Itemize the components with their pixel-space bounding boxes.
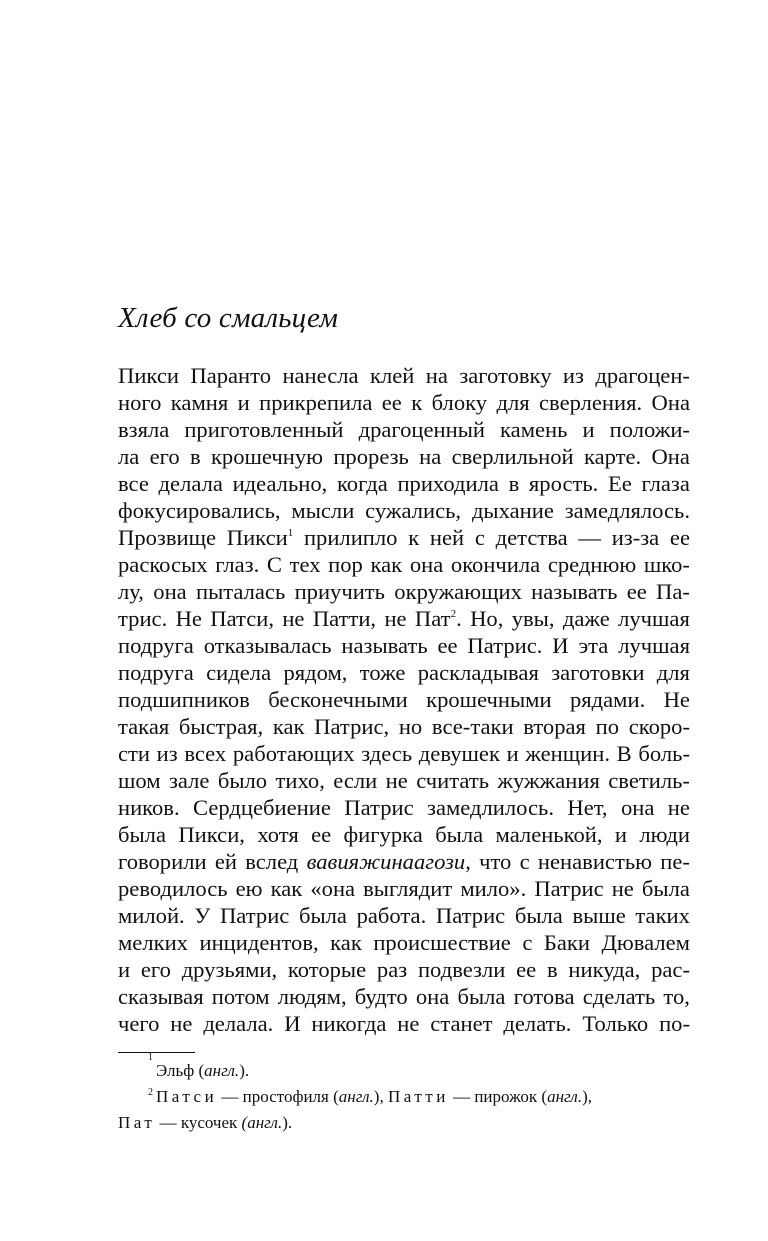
word: ней [429,525,465,550]
word: «она [310,876,356,901]
word: она [620,795,655,820]
word: тех [289,552,321,577]
body-line [118,902,690,929]
footnote-ref[interactable]: 2 [450,608,457,620]
word: замедлилось. [427,795,554,820]
word: глаз. [215,552,260,577]
footnotes [118,1052,690,1136]
word: ею [235,876,263,901]
word: все-таки [431,714,514,739]
body-line [118,1010,690,1037]
body-line [118,632,690,659]
word: что [479,849,512,874]
word: Баки [543,930,590,955]
word: блоку [431,390,488,415]
word: — [578,525,601,550]
body-line [118,389,690,416]
word: по [595,714,620,739]
word: Не [663,687,690,712]
word: заготовки [551,660,645,685]
word: рядом, [283,660,348,685]
word: Пикси [118,363,179,388]
word: не [384,606,407,631]
word: Патрис. [467,633,543,658]
word: отказывалась [203,633,332,658]
body-line [118,956,690,983]
word: не [282,606,305,631]
word: окружающих [394,579,522,604]
word: В [616,741,632,766]
word: Пат$^2$. [414,606,462,631]
word: быстрая, [178,714,264,739]
footnote-text: ). [282,1113,293,1132]
word: ее [516,957,537,982]
word: рядами. [569,687,646,712]
word: как [272,714,305,739]
word: Патрис [344,795,414,820]
word: лучшая [618,606,690,631]
word: происшествие [373,930,511,955]
footnote-text: Патти [387,1087,449,1106]
footnote-1-close: ). [239,1061,250,1080]
word: сверлильной [451,444,574,469]
word: с [522,930,533,955]
word: вслед [245,849,299,874]
word: ного [118,390,162,415]
body-line [118,713,690,740]
word: из-за [611,525,660,550]
word: Пикси$^1$ [226,525,294,550]
word: приходила [397,471,499,496]
word: пыталась [195,579,286,604]
word: не [397,1011,420,1036]
word: как [330,930,362,955]
footnote-text: (англ. [241,1113,283,1132]
footnote-text: ), [373,1087,388,1106]
word: Она [651,444,690,469]
word: У [194,903,211,928]
word: замедлялось. [564,498,690,523]
word: людям, [277,984,347,1009]
word: приготовленный [184,417,344,442]
word: выглядит [363,876,453,901]
word: раз [376,957,408,982]
footnote-text: — кусочек [155,1113,242,1132]
word: вавияжинаагози, [306,849,471,874]
word: Пикси, [178,822,245,847]
word: по- [659,1011,690,1036]
word: которые [287,957,367,982]
word: шко- [643,552,690,577]
word: раскосых [118,552,208,577]
word: взяла [118,417,170,442]
word: увы, [511,606,555,631]
body-line [118,443,690,470]
footnote-text: Пат [118,1113,156,1132]
word: маленькой, [495,822,603,847]
word: была [118,822,166,847]
word: но [398,714,423,739]
body-line [118,551,690,578]
word: была [514,903,563,928]
body-line [118,821,690,848]
word: была [435,822,484,847]
word: Нет, [567,795,608,820]
word: его [149,444,180,469]
word: считать [416,768,490,793]
word: она [415,984,450,1009]
body-line [118,983,690,1010]
footnote-1-number: 1 [148,1052,153,1063]
word: подруга [118,633,194,658]
word: милой. [118,903,185,928]
word: бесконечными [268,687,408,712]
word: тоже [359,660,406,685]
body-line [118,605,690,632]
word: люди [639,822,690,847]
word: сверления. [539,390,643,415]
word: ее [437,633,458,658]
word: приучить [294,579,385,604]
word: эта [578,633,609,658]
word: в [189,444,201,469]
word: друзьями, [181,957,278,982]
word: идеально, [232,471,328,496]
word: среднюю [547,552,637,577]
word: Прозвище [118,525,217,550]
word: И [284,1011,301,1036]
footnote-text: англ. [547,1087,583,1106]
word: и [614,822,627,847]
word: таких [635,903,690,928]
word: скоро- [628,714,690,739]
word: мило». [460,876,527,901]
word: и [118,957,131,982]
word: и [582,417,595,442]
chapter-title: Хлеб со смальцем [118,302,339,334]
word: выше [572,903,626,928]
word: Она [651,390,690,415]
word: С [266,552,282,577]
word: сужались, [365,498,462,523]
word: как [370,552,403,577]
word: была [298,903,347,928]
word: Патрис [435,903,506,928]
word: рас- [651,957,690,982]
body-line [118,794,690,821]
word: светиль- [608,768,690,793]
word: инцидентов, [199,930,319,955]
word: работающих [232,741,355,766]
footnote-1-source: англ. [204,1061,240,1080]
word: мысли [291,498,355,523]
body-line [118,524,690,551]
word: лу, [118,579,144,604]
word: камень [500,417,568,442]
word: прилипло [303,525,398,550]
word: на [419,444,442,469]
word: заготовку [459,363,552,388]
word: Но, [470,606,504,631]
word: Патси, [210,606,274,631]
word: ярость. [528,471,599,496]
word: ее [669,525,690,550]
word: готова [513,984,575,1009]
word: не [667,795,690,820]
word: мелких [118,930,188,955]
word: всех [184,741,227,766]
word: прикрепила [259,390,373,415]
footnote-text: ), [582,1087,593,1106]
word: не [611,876,634,901]
footnote-1-text: Эльф ( [156,1061,205,1080]
footnote-2-line-2 [118,1110,690,1136]
footnote-ref[interactable]: 1 [287,527,294,539]
word: лучшая [618,633,690,658]
body-line [118,578,690,605]
word: все [118,471,149,496]
word: клей [370,363,415,388]
body-line [118,362,690,389]
word: здесь [361,741,413,766]
body-line [118,686,690,713]
word: ненавистью [537,849,653,874]
word: Сердцебиение [193,795,331,820]
word: ников. [118,795,180,820]
word: была [457,984,506,1009]
word: Не [175,606,202,631]
body-text [118,362,690,1037]
footnote-2-line-1 [118,1084,690,1110]
word: драгоцен- [595,363,690,388]
word: дыхание [471,498,554,523]
word: Ее [607,471,632,496]
word: говорили [118,849,207,874]
body-line [118,497,690,524]
word: ла [118,444,140,469]
word: будто [354,984,408,1009]
word: такая [118,714,170,739]
word: никуда, [568,957,641,982]
word: глаза [641,471,690,496]
body-line [118,767,690,794]
word: из [562,363,584,388]
word: крошечную [210,444,324,469]
word: была [641,876,690,901]
word: сти [118,741,150,766]
word: Только [582,1011,649,1036]
body-line [118,740,690,767]
footnote-1 [118,1052,690,1084]
word: называть [341,633,428,658]
word: драгоценный [358,417,485,442]
word: вторая [523,714,586,739]
word: она [409,552,444,577]
word: с [519,849,530,874]
body-line [118,929,690,956]
word: зале [168,768,210,793]
footnote-separator [118,1052,195,1053]
word: камня [170,390,229,415]
word: ее [626,579,647,604]
word: сидела [206,660,272,685]
word: Патти, [312,606,377,631]
word: на [425,363,448,388]
footnote-text: — простофиля ( [217,1087,339,1106]
body-line [118,659,690,686]
word: к [408,525,420,550]
word: работа. [356,903,427,928]
word: ей [214,849,237,874]
word: прорезь [333,444,409,469]
word: реводилось [118,876,228,901]
word: как [270,876,303,901]
word: пе- [660,849,690,874]
word: сказывая [118,984,204,1009]
word: для [496,390,530,415]
word: было [217,768,268,793]
body-line [118,875,690,902]
footnote-2-number: 2 [148,1087,153,1098]
word: Паранто [190,363,272,388]
word: станет [430,1011,493,1036]
word: ее [381,390,402,415]
word: не [170,1011,193,1036]
word: сделать [582,984,656,1009]
word: делала. [203,1011,274,1036]
word: подвезли [417,957,506,982]
word: положи- [609,417,690,442]
word: потом [211,984,270,1009]
word: Дювалем [601,930,690,955]
word: девушек [418,741,500,766]
word: И [552,633,569,658]
footnote-text: — пирожок ( [448,1087,548,1106]
word: нанесла [282,363,359,388]
word: не [385,768,408,793]
body-line [118,470,690,497]
word: фигурка [343,822,423,847]
word: в [508,471,520,496]
word: Па- [656,579,690,604]
word: никогда [311,1011,387,1036]
word: хотя [257,822,299,847]
word: подшипников [118,687,250,712]
word: окончила [450,552,541,577]
word: когда [336,471,388,496]
word: боль- [638,741,690,766]
word: фокусировались, [118,498,281,523]
word: тихо, [275,768,325,793]
word: даже [562,606,610,631]
word: из [156,741,178,766]
word: для [656,660,690,685]
word: раскладывая [417,660,539,685]
word: к [411,390,423,415]
word: шом [118,768,161,793]
word: то, [663,984,690,1009]
word: ее [311,822,332,847]
word: пор [328,552,363,577]
word: его [140,957,171,982]
word: детства [495,525,568,550]
word: жужжания [497,768,600,793]
word: если [333,768,378,793]
word: и [506,741,519,766]
word: Патрис [534,876,604,901]
word: женщин. [525,741,610,766]
word: трис. [118,606,168,631]
word: крошечными [426,687,552,712]
word: подруга [118,660,194,685]
word: карте. [583,444,642,469]
word: называть [531,579,618,604]
word: с [474,525,485,550]
word: делать. [503,1011,572,1036]
footnote-text: англ. [338,1087,374,1106]
word: делала [158,471,223,496]
body-line [118,416,690,443]
word: в [546,957,558,982]
word: она [153,579,187,604]
word: Патрис [219,903,290,928]
footnote-text: Патси [156,1087,218,1106]
word: и [237,390,250,415]
word: Патрис, [314,714,390,739]
body-line [118,848,690,875]
word: чего [118,1011,160,1036]
